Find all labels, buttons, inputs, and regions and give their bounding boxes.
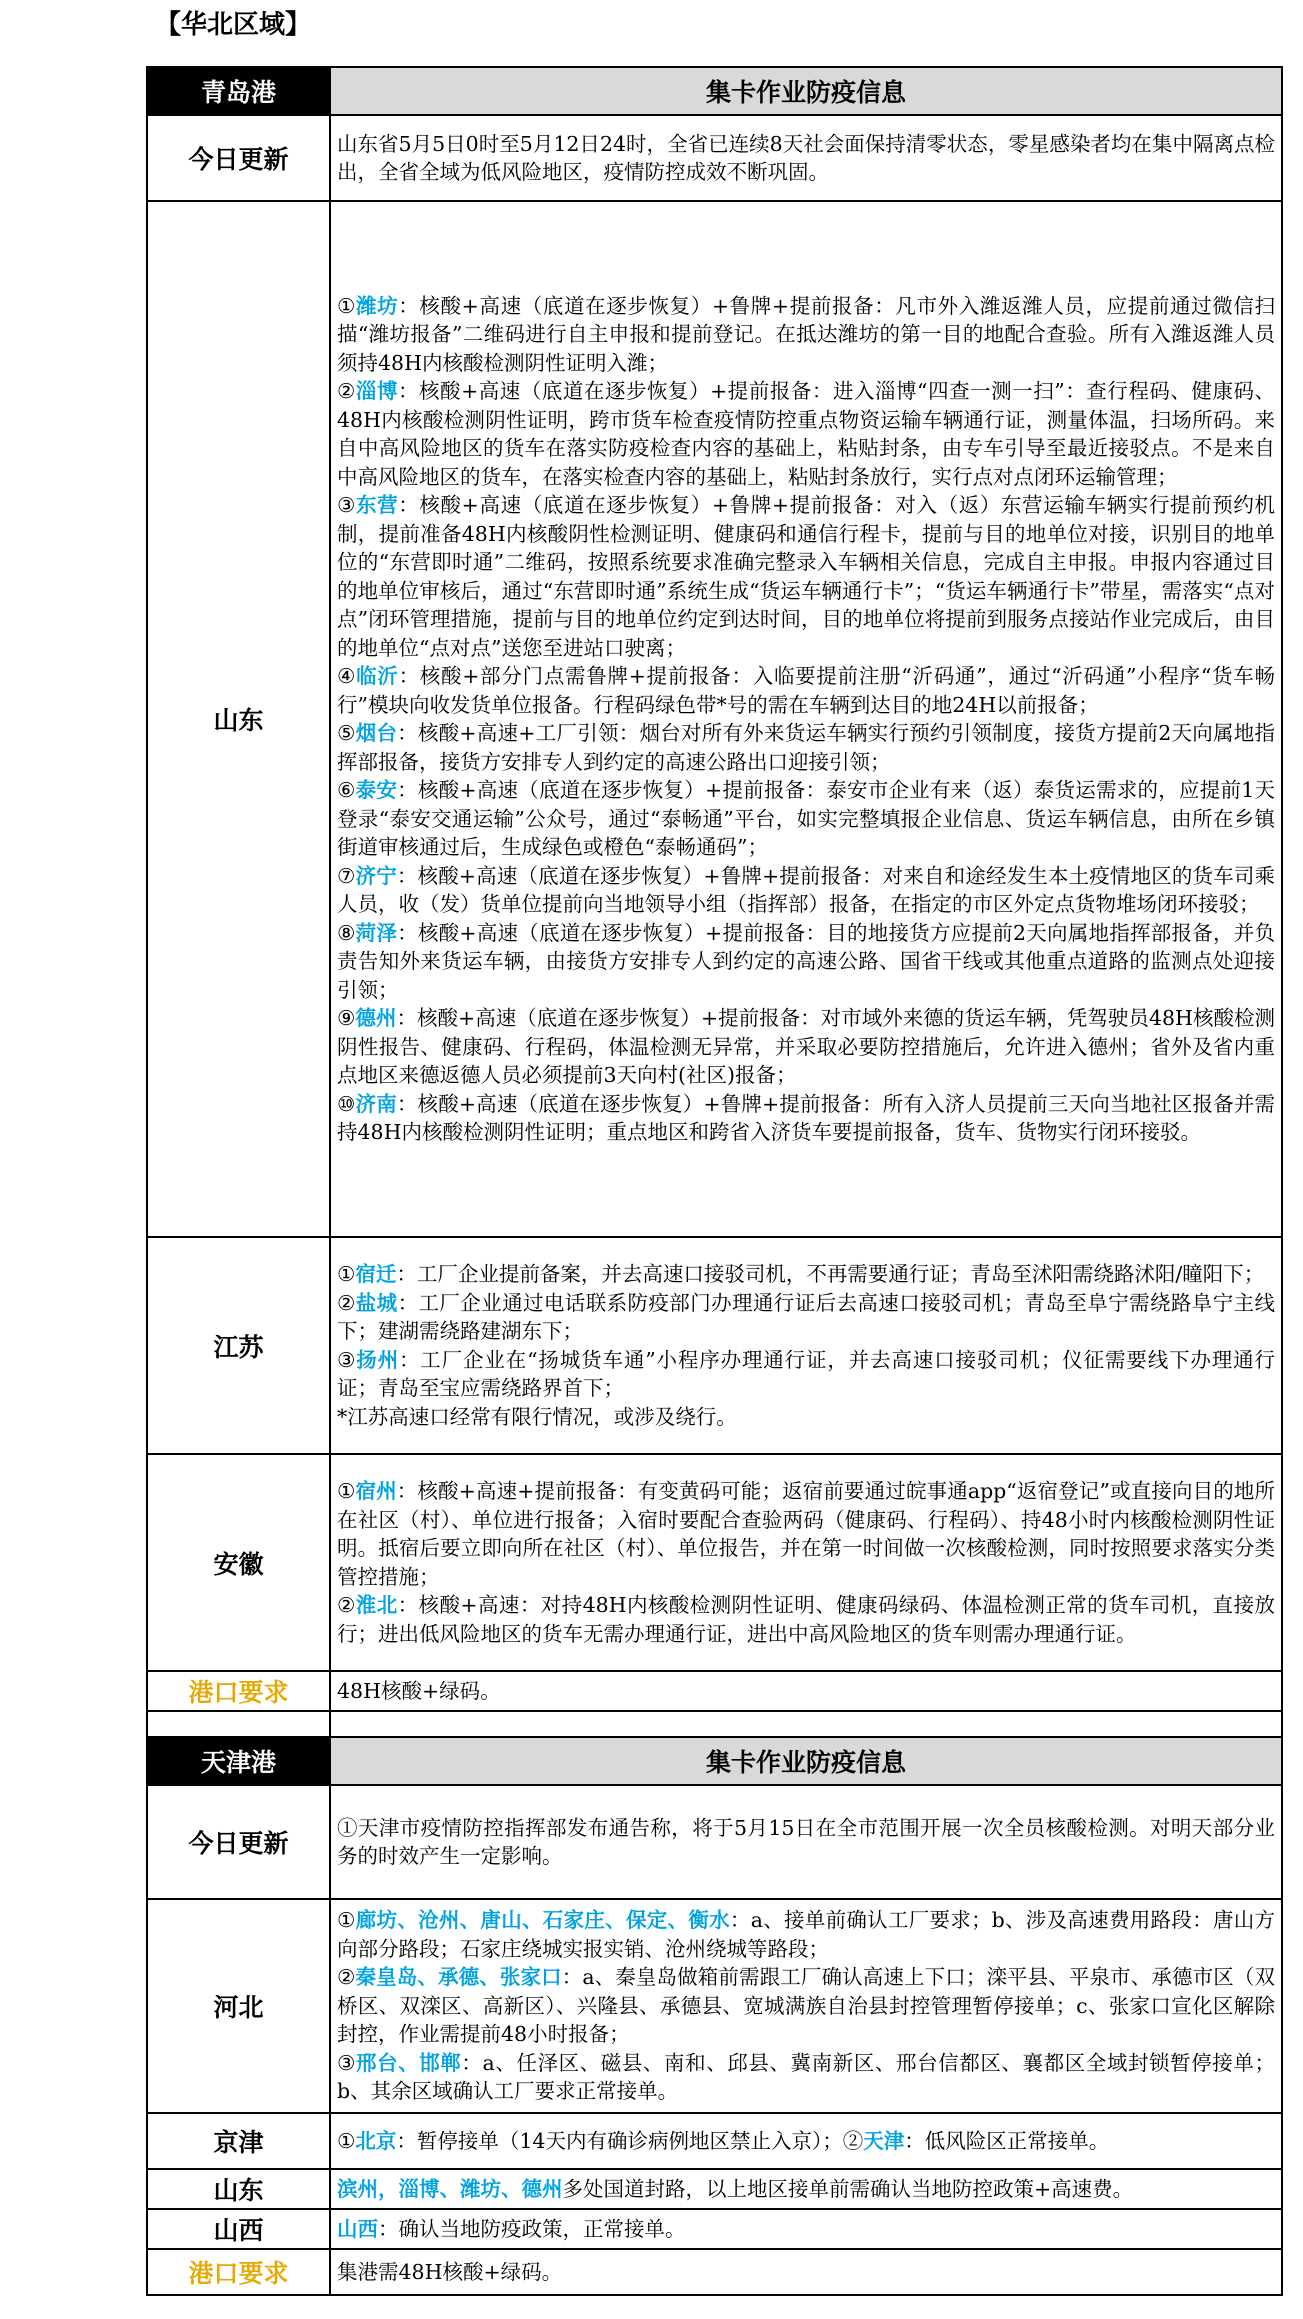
item-text: ：核酸+高速+工厂引领：烟台对所有外来货运车辆实行预约引领制度，接货方提前2天向属地指挥部报备，接货方安排专人到约定的高速公路出口迎接引领； <box>337 721 1275 774</box>
list-item <box>337 1591 1275 1648</box>
city-name: 邢台、邯郸 <box>355 2050 462 2075</box>
jiangsu-note: *江苏高速口经常有限行情况，或涉及绕行。 <box>337 1404 737 1429</box>
item-number: ⑨ <box>337 1006 356 1030</box>
list-item <box>337 776 1275 862</box>
jiangsu-list <box>330 1237 1282 1454</box>
city-name: 菏泽 <box>355 920 398 945</box>
item-text: ：核酸+高速（底道在逐步恢复）+提前报备：目的地接货方应提前2天向属地指挥部报备，并负责告知外来货运车辆，由接货方安排专人到约定的高速公路、国省干线或其他重点道路的监测点处迎接引领； <box>337 920 1275 1002</box>
city-name: 淮北 <box>355 1593 398 1617</box>
item-number: ① <box>337 1908 356 1933</box>
list-item <box>337 1004 1275 1090</box>
item-text: ：核酸+高速（底道在逐步恢复）+鲁牌+提前报备：凡市外入潍返潍人员，应提前通过微信扫描“潍坊报备”二维码进行自主申报和提前登记。在抵达潍坊的第一目的地配合查验。所有入潍返潍人员须持48H内核酸检测阴性证明入潍； <box>337 293 1276 375</box>
list-item <box>337 1090 1275 1147</box>
qingdao-port-table <box>146 66 1283 1752</box>
list-item <box>337 1477 1275 1591</box>
list-item <box>337 1289 1275 1346</box>
item-text: ：核酸+部分门点需鲁牌+提前报备：入临要提前注册“沂码通”，通过“沂码通”小程序“货车畅行”模块向收发货单位报备。行程码绿色带*号的需在车辆到达目的地24H以前报备； <box>337 664 1275 717</box>
item-text: ：a、接单前确认工厂要求；b、涉及高速费用路段：唐山方向部分路段；石家庄绕城实报实销、沧州绕城等路段； <box>337 1908 1276 1961</box>
shandong-text: 滨州，淄博、潍坊、德州多处国道封路，以上地区接单前需确认当地防控政策+高速费。 <box>330 2169 1282 2209</box>
shandong-list <box>330 201 1282 1237</box>
shanxi-text: 山西：确认当地防疫政策，正常接单。 <box>330 2209 1282 2249</box>
list-item <box>337 1906 1275 1963</box>
item-text: ：核酸+高速（底道在逐步恢复）+鲁牌+提前报备：对来自和途经发生本土疫情地区的货车司乘人员，收（发）货单位提前向当地领导小组（指挥部）报备，在指定的市区外定点货物堆场闭环接驳； <box>337 863 1276 916</box>
item-text: ：核酸+高速（底道在逐步恢复）+鲁牌+提前报备：对入（返）东营运输车辆实行提前预约机制，提前准备48H内核酸阴性检测证明、健康码和通信行程卡，提前与目的地单位对接，识别目的地单位的“东营即时通”二维码，按照系统要求准确完整录入车辆相关信息，完成自主申报。申报内容通过目的地单位审核后，通过“东营即时通”系统生成“货运车辆通行卡”；“货运车辆通行卡”带星，需落实“点对点”闭环管理措施，提前与目的地单位约定到达时间，目的地单位将提前到服务点接站作业完成后，由目的地单位“点对点”送您至进站口驶离； <box>337 493 1276 660</box>
province-label-shanxi: 山西 <box>147 2209 330 2249</box>
city-name: 秦皇岛、承德、张家口 <box>355 1965 562 1990</box>
city-name: 临沂 <box>356 664 399 688</box>
city-name: 滨州，淄博、潍坊、德州 <box>337 2176 563 2201</box>
city-name: 济南 <box>355 1091 397 1116</box>
item-text: ：核酸+高速（底道在逐步恢复）+提前报备：泰安市企业有来（返）泰货运需求的，应提前1天登录“泰安交通运输”公众号，通过“泰畅通”平台，如实完整填报企业信息、货运车辆信息，由所在乡镇街道审核通过后，生成绿色或橙色“泰畅通码”； <box>337 778 1275 859</box>
section-header: 集卡作业防疫信息 <box>330 1737 1282 1785</box>
province-label-shandong: 山东 <box>147 2169 330 2209</box>
item-number: ② <box>337 379 356 403</box>
province-label-hebei: 河北 <box>147 1899 330 2113</box>
city-name: 德州 <box>355 1006 397 1030</box>
item-number: ③ <box>337 2050 356 2075</box>
list-item <box>337 1346 1275 1403</box>
item-number: ② <box>337 1965 356 1990</box>
province-label-jingjin: 京津 <box>147 2113 330 2169</box>
port-requirement-text: 48H核酸+绿码。 <box>330 1671 1282 1711</box>
today-update-label: 今日更新 <box>147 115 330 201</box>
tianjin-port-table <box>146 1736 1283 2296</box>
item-number: ① <box>337 1479 356 1503</box>
city-name: 宿州 <box>355 1479 397 1503</box>
item-text: ：a、任泽区、磁县、南和、邱县、冀南新区、邢台信都区、襄都区全域封锁暂停接单；b、其余区域确认工厂要求正常接单。 <box>337 2050 1275 2104</box>
item-text: ：工厂企业在“扬城货车通”小程序办理通行证，并去高速口接驳司机；仪征需要线下办理通行证；青岛至宝应需绕路界首下； <box>337 1347 1275 1400</box>
city-name: 泰安 <box>355 778 398 802</box>
city-name: 北京 <box>355 2128 397 2153</box>
province-label-shandong: 山东 <box>147 201 330 1237</box>
today-update-text: 山东省5月5日0时至5月12日24时，全省已连续8天社会面保持清零状态，零星感染者均在集中隔离点检出，全省全域为低风险地区，疫情防控成效不断巩固。 <box>330 115 1282 201</box>
list-item <box>337 919 1275 1005</box>
item-text: ：核酸+高速：对持48H内核酸检测阴性证明、健康码绿码、体温检测正常的货车司机，直接放行；进出低风险地区的货车无需办理通行证，进出中高风险地区的货车则需办理通行证。 <box>337 1593 1275 1646</box>
city-name: 宿迁 <box>355 1262 397 1286</box>
city-name: 山西 <box>337 2216 378 2241</box>
city-name: 盐城 <box>355 1290 398 1315</box>
region-title: 【华北区域】 <box>155 10 312 40</box>
city-name: 济宁 <box>355 863 397 888</box>
item-number: ⑤ <box>337 721 356 745</box>
item-number: ⑦ <box>337 863 356 888</box>
list-item <box>337 292 1275 378</box>
item-number: ② <box>337 1290 356 1315</box>
list-item <box>337 862 1275 919</box>
anhui-list <box>330 1454 1282 1671</box>
item-text: ：核酸+高速（底道在逐步恢复）+提前报备：对市域外来德的货运车辆，凭驾驶员48H核酸检测阴性报告、健康码、行程码，体温检测无异常，并采取必要防控措施后，允许进入德州；省外及省内重点地区来德返德人员必须提前3天向村(社区)报备； <box>337 1006 1275 1087</box>
item-number: ⑩ <box>337 1091 356 1116</box>
item-number: ④ <box>337 664 357 688</box>
item-text: ：工厂企业提前备案，并去高速口接驳司机，不再需要通行证；青岛至沭阳需绕路沭阳/瞳阳下； <box>396 1262 1265 1286</box>
list-item <box>337 662 1275 719</box>
item-number: ③ <box>337 493 357 517</box>
section-header: 集卡作业防疫信息 <box>330 67 1282 115</box>
jingjin-text: ①北京：暂停接单（14天内有确诊病例地区禁止入京）；②天津：低风险区正常接单。 <box>330 2113 1282 2169</box>
city-name: 潍坊 <box>356 293 399 318</box>
item-text: ：核酸+高速（底道在逐步恢复）+提前报备：进入淄博“四查一测一扫”：查行程码、健康码、48H内核酸检测阴性证明，跨市货车检查疫情防控重点物资运输车辆通行证，测量体温，扫场所码。来自中高风险地区的货车在落实防疫检查内容的基础上，粘贴封条，由专车引导至最近接驳点。不是来自中高风险地区的货车，在落实检查内容的基础上，粘贴封条放行，实行点对点闭环运输管理； <box>337 379 1276 489</box>
port-requirement-text: 集港需48H核酸+绿码。 <box>330 2249 1282 2295</box>
today-update-text: ①天津市疫情防控指挥部发布通告称，将于5月15日在全市范围开展一次全员核酸检测。对明天部分业务的时效产生一定影响。 <box>330 1785 1282 1899</box>
list-item <box>337 491 1275 662</box>
province-label-anhui: 安徽 <box>147 1454 330 1671</box>
list-item <box>337 1963 1275 2049</box>
today-update-label: 今日更新 <box>147 1785 330 1899</box>
port-name: 天津港 <box>147 1737 330 1785</box>
city-name: 扬州 <box>356 1347 399 1372</box>
city-name: 东营 <box>356 493 399 517</box>
list-item <box>337 377 1275 491</box>
list-item <box>337 719 1275 776</box>
list-item <box>337 1260 1275 1289</box>
item-text: ：核酸+高速+提前报备：有变黄码可能；返宿前要通过皖事通app“返宿登记”或直接向目的地所在社区（村）、单位进行报备；入宿时要配合查验两码（健康码、行程码）、持48小时内核酸检测阴性证明。抵宿后要立即向所在社区（村）、单位报告，并在第一时间做一次核酸检测，同时按照要求落实分类管控措施； <box>337 1479 1275 1589</box>
list-item <box>337 2049 1275 2106</box>
item-number: ③ <box>337 1347 357 1372</box>
city-name: 天津 <box>863 2128 905 2153</box>
item-number: ⑥ <box>337 778 356 802</box>
port-requirement-label: 港口要求 <box>147 1671 330 1711</box>
city-name: 烟台 <box>355 721 398 745</box>
port-requirement-label: 港口要求 <box>147 2249 330 2295</box>
item-number: ⑧ <box>337 920 356 945</box>
hebei-list <box>330 1899 1282 2113</box>
port-name: 青岛港 <box>147 67 330 115</box>
province-label-jiangsu: 江苏 <box>147 1237 330 1454</box>
item-number: ① <box>337 293 357 318</box>
city-name: 淄博 <box>355 379 398 403</box>
item-text: ：a、秦皇岛做箱前需跟工厂确认高速上下口；滦平县、平泉市、承德市区（双桥区、双滦区、高新区）、兴隆县、承德县、宽城满族自治县封控管理暂停接单；c、张家口宣化区解除封控，作业需提前48小时报备； <box>337 1965 1275 2047</box>
item-number: ② <box>337 1593 356 1617</box>
item-number: ① <box>337 1262 356 1286</box>
item-text: ：核酸+高速（底道在逐步恢复）+鲁牌+提前报备：所有入济人员提前三天向当地社区报备并需持48H内核酸检测阴性证明；重点地区和跨省入济货车要提前报备，货车、货物实行闭环接驳。 <box>337 1091 1276 1144</box>
city-name: 廊坊、沧州、唐山、石家庄、保定、衡水 <box>355 1908 730 1933</box>
item-text: ：工厂企业通过电话联系防疫部门办理通行证后去高速口接驳司机；青岛至阜宁需绕路阜宁主线下；建湖需绕路建湖东下； <box>337 1290 1275 1343</box>
